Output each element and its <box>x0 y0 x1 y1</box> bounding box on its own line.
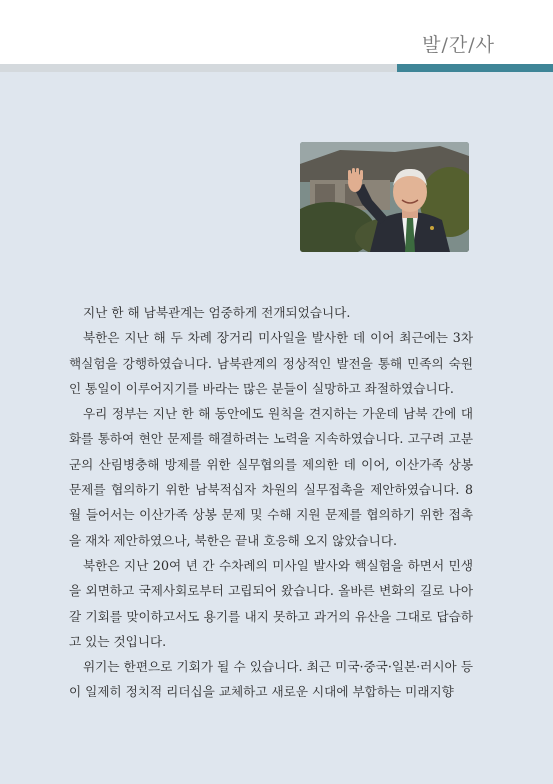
portrait-photo <box>300 142 469 252</box>
paragraph: 우리 정부는 지난 한 해 동안에도 원칙을 견지하는 가운데 남북 간에 대화를 통하여 현안 문제를 해결하려는 노력을 지속하였습니다. 고구려 고분군의 산림병충해 방제를 위한 실무협의를 제의한 데 이어, 이산가족 상봉 문제를 협의하기 위한 남북적십자 차원의 실무접촉을 제안하였습니다. 8월 들어서는 이산가족 상봉 문제 및 수해 지원 문제를 협의하기 위한 접촉을 재차 제안하였으나, 북한은 끝내 호응해 오지 않았습니다. <box>69 406 473 548</box>
section-title: 발/간/사 <box>422 34 495 56</box>
paragraph: 지난 한 해 남북관계는 엄중하게 전개되었습니다. <box>83 305 351 320</box>
header-rule-accent <box>397 64 553 72</box>
header-rule-gray <box>0 64 397 72</box>
paragraph: 북한은 지난 20여 년 간 수차례의 미사일 발사와 핵실험을 하면서 민생을 외면하고 국제사회로부터 고립되어 왔습니다. 올바른 변화의 길로 나아갈 기회를 맞이하고서도 용기를 내지 못하고 과거의 유산을 그대로 답습하고 있는 것입니다. <box>69 557 473 649</box>
portrait-photo-icon <box>300 142 469 252</box>
paragraph: 북한은 지난 해 두 차례 장거리 미사일을 발사한 데 이어 최근에는 3차 핵실험을 강행하였습니다. 남북관계의 정상적인 발전을 통해 민족의 숙원인 통일이 이루어지기를 바라는 많은 분들이 실망하고 좌절하였습니다. <box>69 330 473 396</box>
foreword-body <box>69 300 473 705</box>
paragraph: 위기는 한편으로 기회가 될 수 있습니다. 최근 미국·중국·일본·러시아 등이 일제히 정치적 리더십을 교체하고 새로운 시대에 부합하는 미래지향 <box>69 659 473 700</box>
page-header <box>0 0 553 64</box>
